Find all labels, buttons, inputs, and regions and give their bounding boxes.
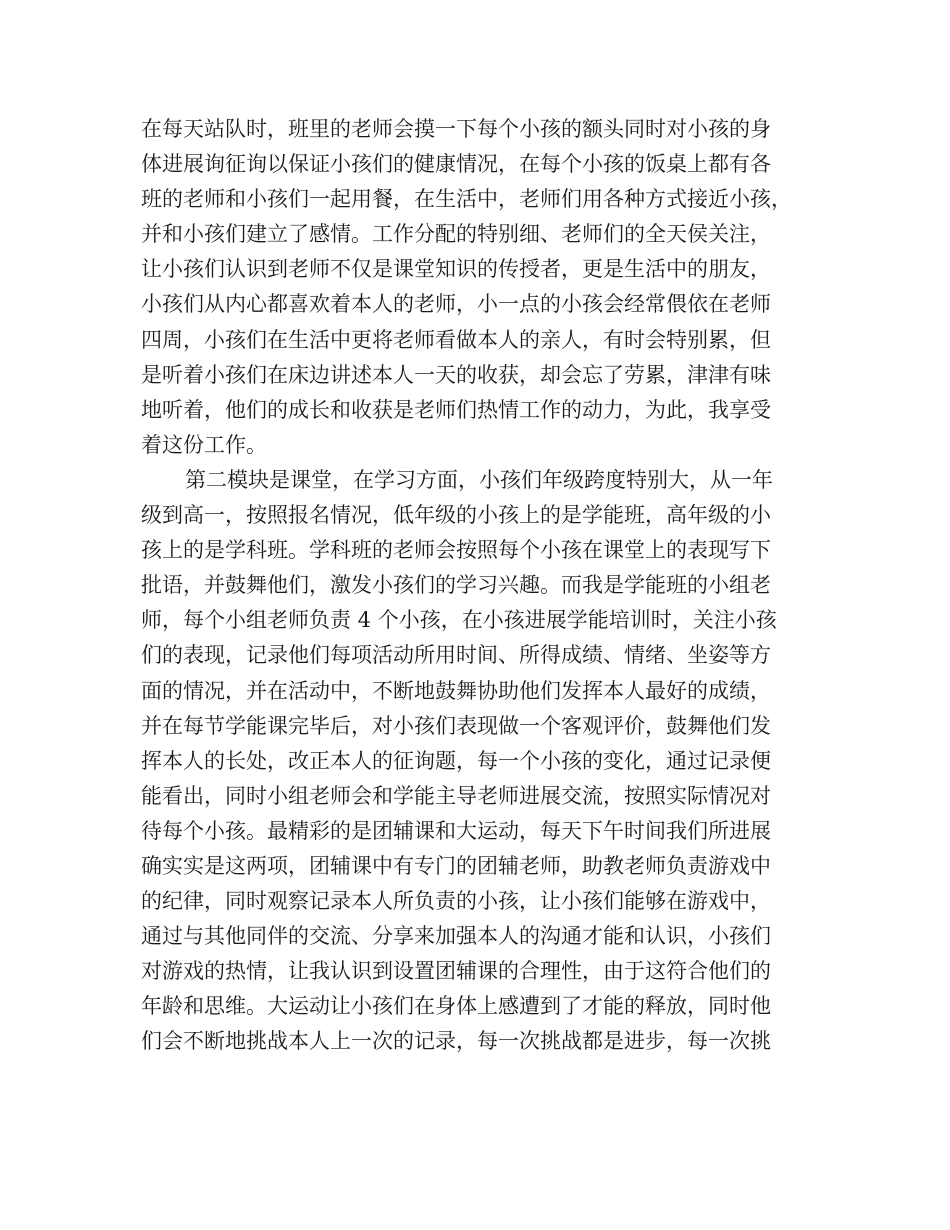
text-line: 班的老师和小孩们一起用餐，在生活中，老师们用各种方式接近小孩， xyxy=(141,187,792,212)
text-line: 确实实是这两项，团辅课中有专门的团辅老师，助教老师负责游戏中 xyxy=(141,853,771,878)
text-line: 师，每个小组老师负责 4 个小孩，在小孩进展学能培训时，关注小孩 xyxy=(141,608,777,633)
text-line: 小孩们从内心都喜欢着本人的老师，小一点的小孩会经常偎依在老师 xyxy=(141,292,771,317)
text-line: 级到高一，按照报名情况，低年级的小孩上的是学能班，高年级的小 xyxy=(141,503,771,528)
text-line: 们会不断地挑战本人上一次的记录，每一次挑战都是进步，每一次挑 xyxy=(141,1029,771,1054)
text-line: 面的情况，并在活动中，不断地鼓舞协助他们发挥本人最好的成绩， xyxy=(141,678,771,703)
text-line: 通过与其他同伴的交流、分享来加强本人的沟通才能和认识，小孩们 xyxy=(141,924,771,949)
text-line: 能看出，同时小组老师会和学能主导老师进展交流，按照实际情况对 xyxy=(141,783,771,808)
text-line: 是听着小孩们在床边讲述本人一天的收获，却会忘了劳累，津津有味 xyxy=(141,362,771,387)
text-line: 孩上的是学科班。学科班的老师会按照每个小孩在课堂上的表现写下 xyxy=(141,538,771,563)
text-line: 在每天站队时，班里的老师会摸一下每个小孩的额头同时对小孩的身 xyxy=(141,117,771,141)
text-line: 让小孩们认识到老师不仅是课堂知识的传授者，更是生活中的朋友， xyxy=(141,257,771,282)
text-line: 的纪律，同时观察记录本人所负责的小孩，让小孩们能够在游戏中， xyxy=(141,889,771,914)
text-line: 地听着，他们的成长和收获是老师们热情工作的动力，为此，我享受 xyxy=(141,397,771,422)
text-line: 对游戏的热情，让我认识到设置团辅课的合理性，由于这符合他们的 xyxy=(141,959,771,984)
text-line: 待每个小孩。最精彩的是团辅课和大运动，每天下午时间我们所进展 xyxy=(141,818,771,843)
paragraph-1 xyxy=(141,112,821,463)
paragraph-2 xyxy=(141,463,821,1060)
text-line: 体进展询征询以保证小孩们的健康情况，在每个小孩的饭桌上都有各 xyxy=(141,152,771,177)
text-line: 批语，并鼓舞他们，激发小孩们的学习兴趣。而我是学能班的小组老 xyxy=(141,573,771,598)
text-line: 年龄和思维。大运动让小孩们在身体上感遭到了才能的释放，同时他 xyxy=(141,994,771,1019)
text-line: 着这份工作。 xyxy=(141,432,267,457)
text-line: 们的表现，记录他们每项活动所用时间、所得成绩、情绪、坐姿等方 xyxy=(141,643,771,668)
text-line: 四周，小孩们在生活中更将老师看做本人的亲人，有时会特别累，但 xyxy=(141,327,771,352)
text-line: 挥本人的长处，改正本人的征询题，每一个小孩的变化，通过记录便 xyxy=(141,748,771,773)
text-line: 并和小孩们建立了感情。工作分配的特别细、老师们的全天侯关注， xyxy=(141,222,771,247)
document-body xyxy=(141,112,821,1060)
text-line: 第二模块是课堂，在学习方面，小孩们年级跨度特别大，从一年 xyxy=(185,467,773,492)
text-line: 并在每节学能课完毕后，对小孩们表现做一个客观评价，鼓舞他们发 xyxy=(141,713,771,738)
